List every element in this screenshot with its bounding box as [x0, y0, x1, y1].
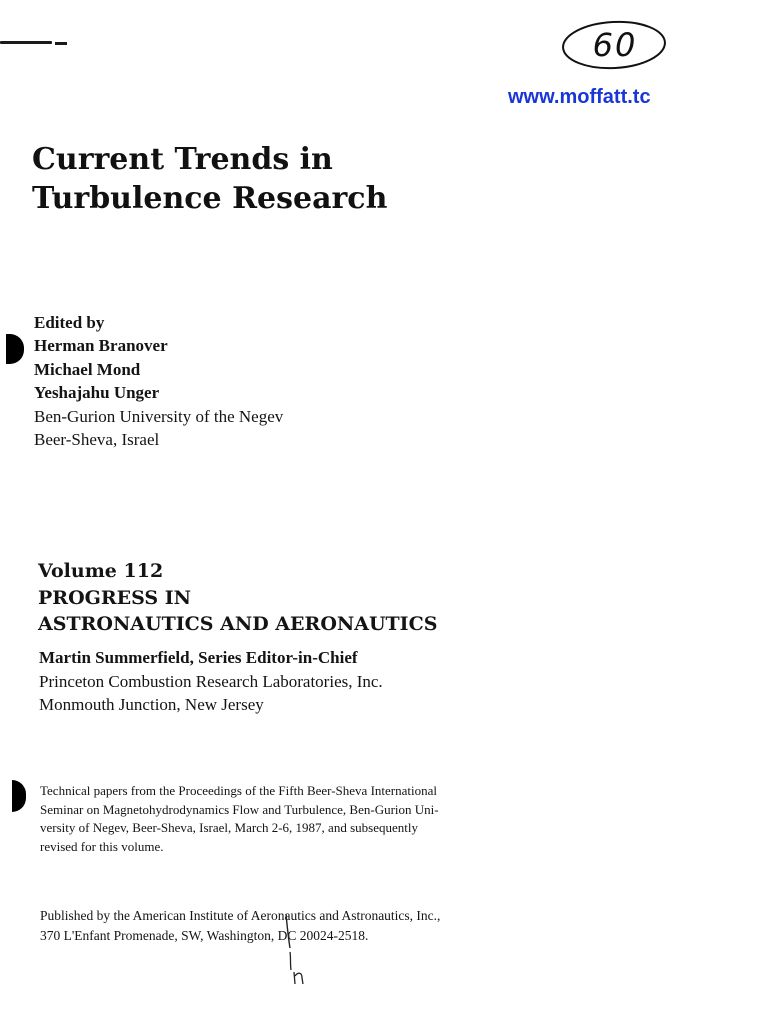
scan-mark [0, 41, 52, 44]
technical-note-line: revised for this volume. [40, 838, 164, 854]
volume-number: Volume 112 [38, 560, 164, 582]
technical-note-line: Seminar on Magnetohydrodynamics Flow and Turbulence, Ben-Gurion Uni- [40, 801, 439, 817]
publisher-line-1: Published by the American Institute of Aeronautics and Astronautics, Inc., [40, 908, 441, 923]
volume-block [38, 558, 437, 638]
scan-mark-tail [55, 42, 67, 45]
editor-name: Yeshajahu Unger [34, 383, 160, 403]
technical-note-line: Technical papers from the Proceedings of the Fifth Beer-Sheva International [40, 783, 437, 798]
margin-mark-top [6, 334, 24, 364]
handwritten-number: 60 [592, 26, 638, 64]
technical-note [40, 782, 560, 856]
handwritten-pen-mark [278, 912, 314, 986]
editor-name: Herman Branover [34, 336, 168, 356]
series-editor-block [39, 646, 383, 717]
title-line-1: Current Trends in [32, 142, 333, 177]
editors-block [34, 311, 283, 451]
editor-name: Michael Mond [34, 359, 141, 379]
editor-location: Beer-Sheva, Israel [34, 430, 160, 450]
publisher-block [40, 906, 440, 945]
edited-by-label: Edited by [34, 313, 105, 332]
publisher-line-2: 370 L'Enfant Promenade, SW, Washington, DC 20024-2518. [40, 927, 369, 943]
title-line-2: Turbulence Research [32, 181, 388, 216]
handwritten-page-number [560, 18, 670, 72]
series-editor-institution: Princeton Combustion Research Laboratories, Inc. [39, 671, 383, 691]
series-editor-location: Monmouth Junction, New Jersey [39, 695, 264, 715]
editor-affiliation: Ben-Gurion University of the Negev [34, 406, 284, 426]
website-link[interactable]: www.moffatt.tc [508, 86, 651, 108]
series-title-line-2: ASTRONAUTICS AND AERONAUTICS [38, 613, 438, 635]
margin-mark-bottom [12, 780, 26, 812]
technical-note-line: versity of Negev, Beer-Sheva, Israel, March 2-6, 1987, and subsequently [40, 820, 418, 836]
series-editor-name: Martin Summerfield, Series Editor-in-Chief [39, 648, 358, 667]
series-title-line-1: PROGRESS IN [38, 586, 192, 609]
book-title [32, 140, 387, 218]
